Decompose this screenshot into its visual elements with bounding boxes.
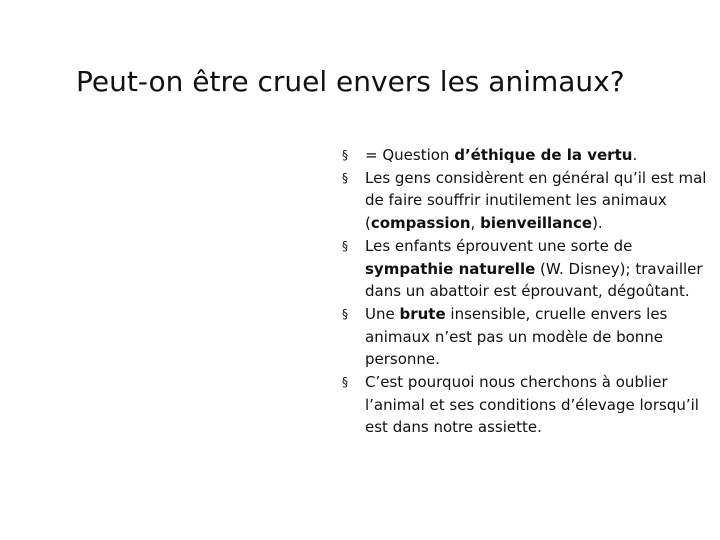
- bullet-emphasis: d’éthique de la vertu: [454, 146, 633, 164]
- bullet-emphasis: bienveillance: [480, 214, 593, 233]
- bullet-text: C’est pourquoi nous cherchons à oublier l’animal et ses conditions d’élevage lorsqu’il est dans notre assiette.: [365, 373, 699, 437]
- bullet-emphasis: sympathie naturelle: [365, 259, 536, 278]
- bullet-marker-icon: §: [342, 148, 348, 162]
- bullet-item: [340, 167, 710, 235]
- bullet-text: ).: [592, 214, 603, 233]
- bullet-marker-icon: §: [342, 306, 348, 321]
- bullet-emphasis: brute: [399, 304, 446, 323]
- bullet-item: [340, 303, 710, 371]
- bullet-marker-icon: §: [342, 170, 348, 185]
- bullet-item: [340, 371, 710, 439]
- bullet-item: [340, 144, 710, 167]
- bullet-text: = Question: [365, 146, 455, 164]
- bullet-text: insensible, cruelle envers les animaux n’est pas un modèle de bonne personne.: [365, 304, 668, 369]
- bullet-item: [340, 235, 710, 303]
- bullet-text: Une: [365, 304, 400, 323]
- bullet-marker-icon: §: [342, 375, 348, 390]
- bullet-text: ,: [470, 214, 481, 233]
- bullet-text: Les gens considèrent en général qu’il est mal de faire souffrir inutilement les animaux (: [365, 168, 707, 233]
- bullet-marker-icon: §: [342, 238, 348, 253]
- bullet-text: Les enfants éprouvent une sorte de: [365, 236, 633, 255]
- bullet-list: [340, 144, 710, 439]
- bullet-text: .: [632, 146, 638, 164]
- slide-title: Peut-on être cruel envers les animaux?: [76, 65, 625, 98]
- bullet-emphasis: compassion: [370, 214, 471, 233]
- bullet-text: (W. Disney); travailler dans un abattoir est éprouvant, dégoûtant.: [365, 259, 703, 301]
